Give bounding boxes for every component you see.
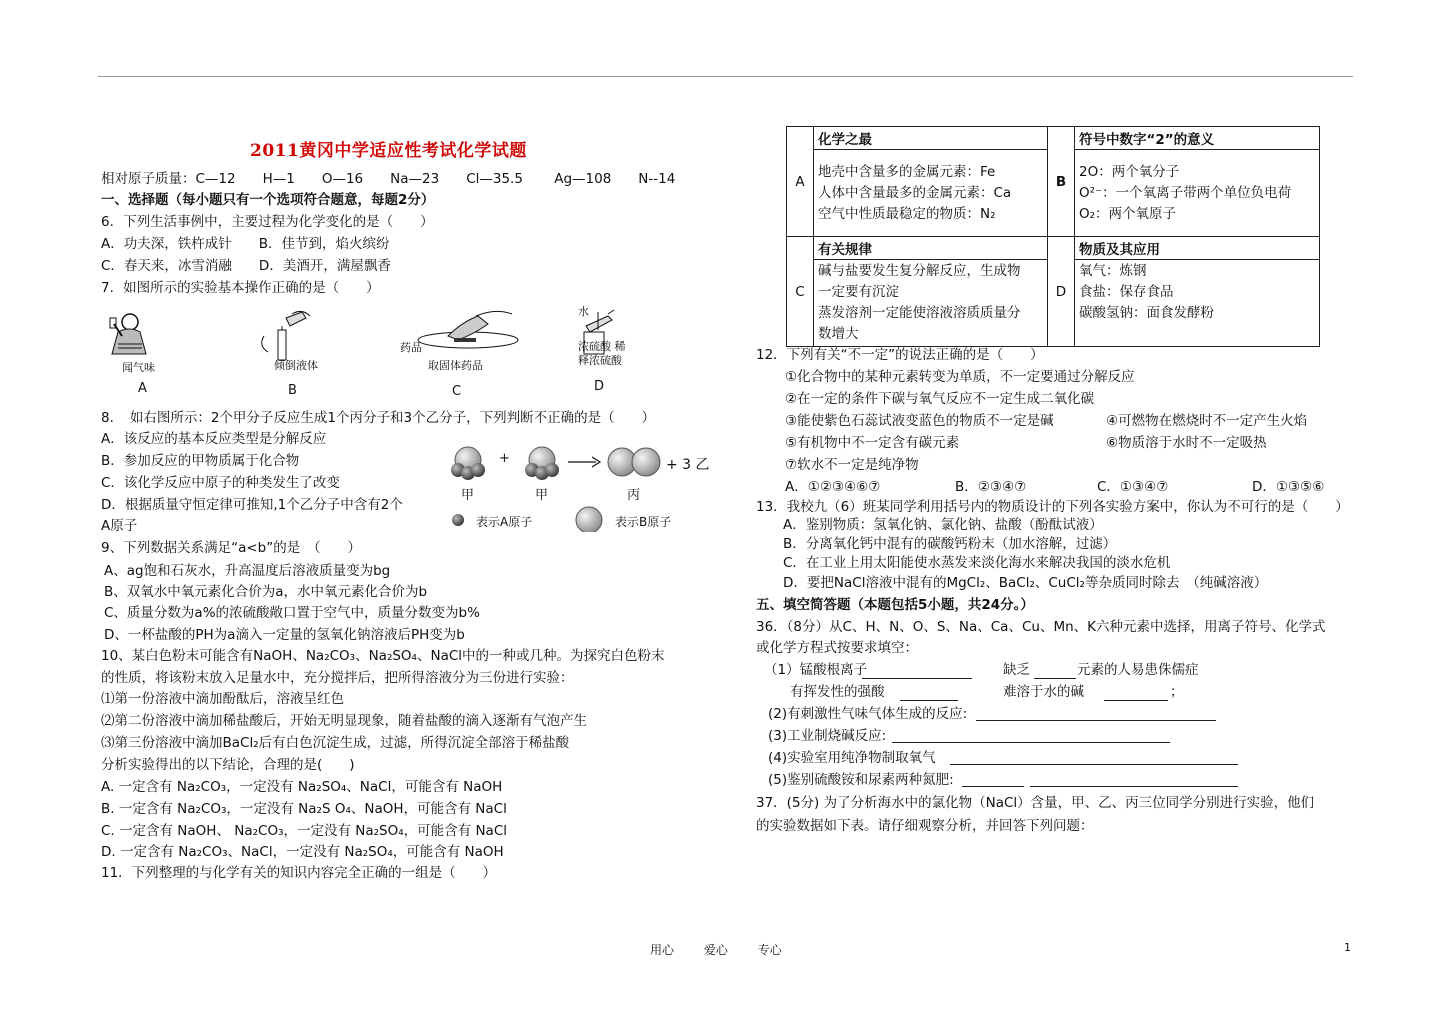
q13-option-a: A．鉴别物质：氢氧化钠、氯化钠、盐酸（酚酞试液） — [783, 517, 1103, 533]
smell-figure-icon — [110, 314, 146, 354]
molecule-jia-1 — [451, 447, 485, 480]
q7-caption-a: 闻气味 — [122, 361, 155, 374]
q11-stem: 11．下列整理的与化学有关的知识内容完全正确的一组是（ ） — [101, 865, 497, 881]
q8-option-d: D．根据质量守恒定律可推知,1个乙分子中含有2个 — [101, 497, 403, 513]
q36-blank-9[interactable] — [1030, 772, 1238, 787]
q11-c-line-4: 数增大 — [818, 326, 859, 342]
section-heading-1: 一、选择题（每小题只有一个选项符合题意，每题2分） — [101, 192, 435, 208]
footer-item-3: 专心 — [757, 943, 782, 957]
q9-option-d: D、一杯盐酸的PH为a滴入一定量的氢氧化钠溶液后PH变为b — [104, 627, 465, 643]
q11-head-b: 符号中数字“2”的意义 — [1075, 127, 1320, 150]
q36-blank-5[interactable] — [976, 706, 1216, 721]
q7-letter-d: D — [594, 379, 605, 394]
q36-r3: (2)有刺激性气味气体生成的反应: — [768, 706, 968, 722]
q11-d-line-2: 食盐：保存食品 — [1079, 284, 1174, 300]
q11-head-d: 物质及其应用 — [1075, 237, 1320, 260]
q12-option-a: A．①②③④⑥⑦ — [785, 479, 881, 495]
q6-options-ab: A．功夫深，铁杵成针 B．佳节到，焰火缤纷 — [101, 236, 390, 252]
q10-line-6: 分析实验得出的以下结论，合理的是( ) — [101, 757, 355, 773]
reagent-label: 药品 — [400, 341, 422, 354]
q7-letter-c: C — [452, 384, 462, 399]
q36-r1-label: （1）锰酸根离子 — [764, 662, 868, 678]
q8-plus: + — [499, 451, 510, 466]
q11-head-c: 有关规律 — [814, 237, 1048, 260]
q7-caption-d: 浓硫酸 稀释浓硫酸 — [578, 340, 626, 367]
molecule-bing — [608, 448, 660, 476]
q8-label-jia-2: 甲 — [535, 488, 549, 503]
q7-letter-b: B — [288, 383, 297, 398]
q11-a-line-3: 空气中性质最稳定的物质：N₂ — [818, 205, 996, 222]
q36-line-1: 36．（8分）从C、H、N、O、S、Na、Ca、Cu、Mn、K六种元素中选择，用离子符号、化学式 — [756, 619, 1326, 635]
q12-item-2: ②在一定的条件下碳与氧气反应不一定生成二氧化碳 — [785, 391, 1095, 407]
q36-blank-1[interactable] — [862, 664, 972, 679]
q9-option-a: A、ag饱和石灰水，升高温度后溶液质量变为bg — [104, 563, 391, 579]
q7-stem: 7．如图所示的实验基本操作正确的是（ ） — [101, 280, 380, 296]
q10-option-c: C. 一定含有 NaOH、 Na₂CO₃，一定没有 Na₂SO₄，可能含有 NaCl — [101, 823, 508, 839]
q36-blank-3[interactable] — [900, 686, 958, 701]
q8-stem: 8． 如右图所示：2个甲分子反应生成1个丙分子和3个乙分子，下列判断不正确的是（ ） — [101, 410, 656, 426]
q9-option-c: C、质量分数为a%的浓硫酸敞口置于空气中，质量分数变为b% — [104, 605, 480, 621]
q12-option-b: B．②③④⑦ — [955, 479, 1027, 495]
q36-r2-acid: 有挥发性的强酸 — [790, 684, 885, 700]
q12-stem: 12．下列有关“不一定”的说法正确的是（ ） — [756, 347, 1044, 363]
q6-options-cd: C．春天来，冰雪消融 D．美酒开，满屋飘香 — [101, 258, 391, 274]
q36-r2-base: 难溶于水的碱 — [1003, 684, 1084, 700]
q10-option-d: D. 一定含有 Na₂CO₃、NaCl，一定没有 Na₂SO₄，可能含有 NaOH — [101, 844, 504, 860]
q12-item-6: ⑥物质溶于水时不一定吸热 — [1106, 435, 1267, 451]
reaction-arrow-icon — [568, 457, 600, 467]
q13-stem: 13．我校九（6）班某同学利用括号内的物质设计的下列各实验方案中，你认为不可行的是（ ） — [756, 499, 1349, 515]
q10-line-5: ⑶第三份溶液中滴加BaCl₂后有白色沉淀生成，过滤，所得沉淀全部溶于稀盐酸 — [101, 735, 570, 751]
q12-option-c: C．①③④⑦ — [1097, 479, 1169, 495]
q36-r1-lack: 缺乏 — [1003, 662, 1030, 678]
q11-cell-letter-b: B — [1048, 127, 1075, 237]
q10-line-2: 的性质，将该粉末放入足量水中，充分搅拌后，把所得溶液分为三份进行实验： — [101, 670, 574, 686]
q11-c-line-2: 一定要有沉淀 — [818, 284, 899, 300]
water-label: 水 — [578, 305, 589, 318]
q7-lab-figures — [108, 308, 628, 400]
q36-r6: (5)鉴别硫酸铵和尿素两种氮肥: — [768, 772, 954, 788]
q11-table — [786, 126, 1320, 347]
q36-r4: (3)工业制烧碱反应: — [768, 728, 887, 744]
q12-item-1: ①化合物中的某种元素转变为单质，不一定要通过分解反应 — [785, 369, 1135, 385]
q11-d-line-3: 碳酸氢钠：面食发酵粉 — [1079, 305, 1214, 321]
q8-option-d-cont: A原子 — [101, 518, 138, 534]
q9-option-b: B、双氧水中氧元素化合价为a，水中氧元素化合价为b — [104, 584, 428, 600]
footer-item-1: 用心 — [650, 943, 675, 957]
page-number: 1 — [1344, 941, 1351, 954]
q37-line-1: 37．(5分) 为了分析海水中的氯化物（NaCl）含量，甲、乙、丙三位同学分别进行实验，他们 — [756, 795, 1315, 811]
q11-b-line-2: O²⁻：一个氧离子带两个单位负电荷 — [1079, 184, 1292, 201]
q8-label-bing: 丙 — [627, 488, 641, 503]
q13-option-b: B．分离氧化钙中混有的碳酸钙粉末（加水溶解，过滤） — [783, 536, 1117, 552]
q8-label-jia-1: 甲 — [461, 488, 475, 503]
q13-option-c: C．在工业上用太阳能使水蒸发来淡化海水来解决我国的淡水危机 — [783, 555, 1171, 571]
q6-stem: 6．下列生活事例中，主要过程为化学变化的是（ ） — [101, 214, 434, 230]
q11-c-line-1: 碱与盐要发生复分解反应，生成物 — [818, 263, 1021, 279]
q10-option-a: A. 一定含有 Na₂CO₃，一定没有 Na₂SO₄、NaCl，可能含有 NaOH — [101, 779, 503, 795]
page-title: 2011黄冈中学适应性考试化学试题 — [250, 141, 527, 161]
q11-cell-letter-a: A — [787, 127, 814, 237]
q13-option-d: D．要把NaCl溶液中混有的MgCl₂、BaCl₂、CuCl₂等杂质同时除去 （纯碱溶液） — [783, 575, 1268, 591]
q8-option-a: A．该反应的基本反应类型是分解反应 — [101, 431, 327, 447]
q36-line-2: 或化学方程式按要求填空： — [756, 640, 918, 656]
q10-option-b: B. 一定含有 Na₂CO₃，一定没有 Na₂S O₄、NaOH，可能含有 NaCl — [101, 801, 507, 817]
q36-blank-2[interactable] — [1034, 664, 1076, 679]
atomic-masses: 相对原子质量：C—12 H—1 O—16 Na—23 Cl—35.5 Ag—108 N--14 — [101, 171, 676, 187]
q7-caption-b: 倾倒液体 — [274, 359, 318, 372]
q10-line-1: 10、某白色粉末可能含有NaOH、Na₂CO₃、Na₂SO₄、NaCl中的一种或几种。为探究白色粉末 — [101, 648, 665, 664]
legend-b-atom-icon — [576, 507, 602, 532]
q10-line-3: ⑴第一份溶液中滴加酚酞后，溶液呈红色 — [101, 691, 344, 707]
q8-legend-a: 表示A原子 — [476, 515, 533, 529]
q8-plus-3-yi: + 3 乙 — [666, 457, 710, 473]
q11-c-line-3: 蒸发溶剂一定能使溶液溶质质量分 — [818, 305, 1021, 321]
q11-a-line-1: 地壳中含量多的金属元素：Fe — [818, 163, 996, 180]
q36-blank-7[interactable] — [950, 750, 1238, 765]
q37-line-2: 的实验数据如下表。请仔细观察分析，并回答下列问题： — [756, 818, 1094, 834]
q11-a-line-2: 人体中含量最多的金属元素：Ca — [818, 184, 1012, 201]
pour-liquid-icon — [262, 311, 310, 360]
q9-stem: 9、下列数据关系满足“a<b”的是 （ ） — [101, 540, 361, 556]
q36-r1-element: 元素的人易患侏儒症 — [1077, 662, 1199, 678]
q12-option-d: D．①③⑤⑥ — [1252, 479, 1325, 495]
q36-blank-8[interactable] — [962, 772, 1024, 787]
q7-letter-a: A — [138, 381, 147, 396]
q36-blank-6[interactable] — [892, 728, 1170, 743]
header-rule — [98, 76, 1353, 77]
legend-a-atom-icon — [452, 514, 464, 526]
q11-d-line-1: 氧气：炼钢 — [1079, 263, 1147, 279]
q11-head-a: 化学之最 — [814, 127, 1048, 150]
q12-item-3: ③能使紫色石蕊试液变蓝色的物质不一定是碱 — [785, 413, 1054, 429]
footer — [650, 941, 808, 958]
section-heading-5: 五、填空简答题（本题包括5小题，共24分。） — [756, 597, 1034, 613]
molecule-jia-2 — [525, 447, 559, 480]
q8-legend-b: 表示B原子 — [615, 515, 672, 529]
take-solid-icon — [418, 311, 518, 348]
q10-line-4: ⑵第二份溶液中滴加稀盐酸后，开始无明显现象，随着盐酸的滴入逐渐有气泡产生 — [101, 713, 587, 729]
q7-caption-c: 取固体药品 — [428, 359, 483, 372]
q11-cell-letter-c: C — [787, 237, 814, 347]
q8-option-c: C．该化学反应中原子的种类发生了改变 — [101, 475, 340, 491]
q11-b-line-3: O₂：两个氧原子 — [1079, 205, 1177, 222]
q11-b-line-1: 2O：两个氧分子 — [1079, 163, 1180, 180]
q36-blank-4[interactable] — [1104, 686, 1168, 701]
q36-r2-semicolon: ； — [1170, 684, 1184, 700]
footer-item-2: 爱心 — [703, 943, 728, 957]
q8-option-b: B．参加反应的甲物质属于化合物 — [101, 453, 300, 469]
q11-cell-letter-d: D — [1048, 237, 1075, 347]
q12-item-5: ⑤有机物中不一定含有碳元素 — [785, 435, 960, 451]
q36-r5: (4)实验室用纯净物制取氧气 — [768, 750, 936, 766]
q12-item-7: ⑦软水不一定是纯净物 — [785, 457, 919, 473]
q12-item-4: ④可燃物在燃烧时不一定产生火焰 — [1106, 413, 1308, 429]
